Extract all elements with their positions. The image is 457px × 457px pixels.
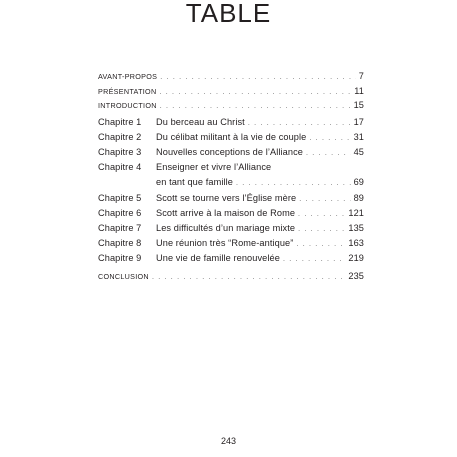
toc-page-number: 11 <box>354 86 364 96</box>
chapter-title: Enseigner et vivre l’Alliance <box>156 162 272 172</box>
dot-leader <box>298 226 345 233</box>
page-title: TABLE <box>185 0 272 28</box>
chapter-title: Scott se tourne vers l’Église mère <box>156 193 297 203</box>
chapter-title: Du berceau au Christ <box>156 117 245 127</box>
chapter-number: Chapitre 6 <box>98 208 142 218</box>
dot-leader <box>152 274 345 281</box>
dot-leader <box>309 135 350 142</box>
toc-entry-avant-propos[interactable] <box>98 71 364 85</box>
dot-leader <box>236 180 351 187</box>
toc-page-number: 219 <box>348 253 364 263</box>
page-number: 243 <box>220 436 237 446</box>
chapter-number: Chapitre 3 <box>98 147 142 157</box>
toc-entry-chapter-4[interactable] <box>98 162 364 176</box>
dot-leader <box>160 103 351 110</box>
toc-entry-presentation[interactable] <box>98 86 364 100</box>
dot-leader <box>306 150 351 157</box>
chapter-number: Chapitre 2 <box>98 132 142 142</box>
toc-entry-chapter-7[interactable] <box>98 223 364 237</box>
toc-page-number: 15 <box>353 100 364 110</box>
toc-page-number: 45 <box>353 147 364 157</box>
toc-page-number: 17 <box>353 117 364 127</box>
dot-leader <box>159 89 351 96</box>
toc-entry-chapter-9[interactable] <box>98 253 364 267</box>
toc-entry-label: INTRODUCTION <box>98 101 157 110</box>
dot-leader <box>283 256 345 263</box>
toc-page-number: 163 <box>348 238 364 248</box>
chapter-title: Une vie de famille renouvelée <box>156 253 280 263</box>
chapter-title: Du célibat militant à la vie de couple <box>156 132 307 142</box>
toc-entry-chapter-6[interactable] <box>98 208 364 222</box>
toc-page-number: 235 <box>348 271 364 281</box>
toc-entry-label: AVANT-PROPOS <box>98 72 158 81</box>
chapter-number: Chapitre 4 <box>98 162 142 172</box>
toc-page-number: 135 <box>348 223 364 233</box>
chapter-number: Chapitre 8 <box>98 238 142 248</box>
toc-entry-chapter-4-continued[interactable] <box>98 177 364 191</box>
toc-entry-conclusion[interactable] <box>98 271 364 285</box>
toc-page-number: 69 <box>353 177 364 187</box>
toc-page-number: 7 <box>358 71 364 81</box>
toc-entry-chapter-5[interactable] <box>98 193 364 207</box>
toc-entry-label: CONCLUSION <box>98 272 149 281</box>
chapter-title: Les difficultés d’un mariage mixte <box>156 223 296 233</box>
toc-page-number: 121 <box>348 208 364 218</box>
chapter-number: Chapitre 9 <box>98 253 142 263</box>
chapter-number: Chapitre 7 <box>98 223 142 233</box>
dot-leader <box>160 74 356 81</box>
toc-entry-chapter-8[interactable] <box>98 238 364 252</box>
chapter-title-continued: en tant que famille <box>156 177 233 187</box>
toc-entry-chapter-3[interactable] <box>98 147 364 161</box>
toc-entry-introduction[interactable] <box>98 100 364 114</box>
chapter-title: Scott arrive à la maison de Rome <box>156 208 296 218</box>
chapter-title: Une réunion très “Rome-antique” <box>156 238 294 248</box>
toc-entry-chapter-2[interactable] <box>98 132 364 146</box>
toc-entry-label: PRÉSENTATION <box>98 87 157 96</box>
toc-page-number: 89 <box>353 193 364 203</box>
chapter-number: Chapitre 5 <box>98 193 142 203</box>
dot-leader <box>296 241 345 248</box>
dot-leader <box>248 120 351 127</box>
chapter-number: Chapitre 1 <box>98 117 142 127</box>
toc-entry-chapter-1[interactable] <box>98 117 364 131</box>
dot-leader <box>299 196 350 203</box>
toc-page-number: 31 <box>353 132 364 142</box>
dot-leader <box>298 211 345 218</box>
chapter-title: Nouvelles conceptions de l’Alliance <box>156 147 304 157</box>
